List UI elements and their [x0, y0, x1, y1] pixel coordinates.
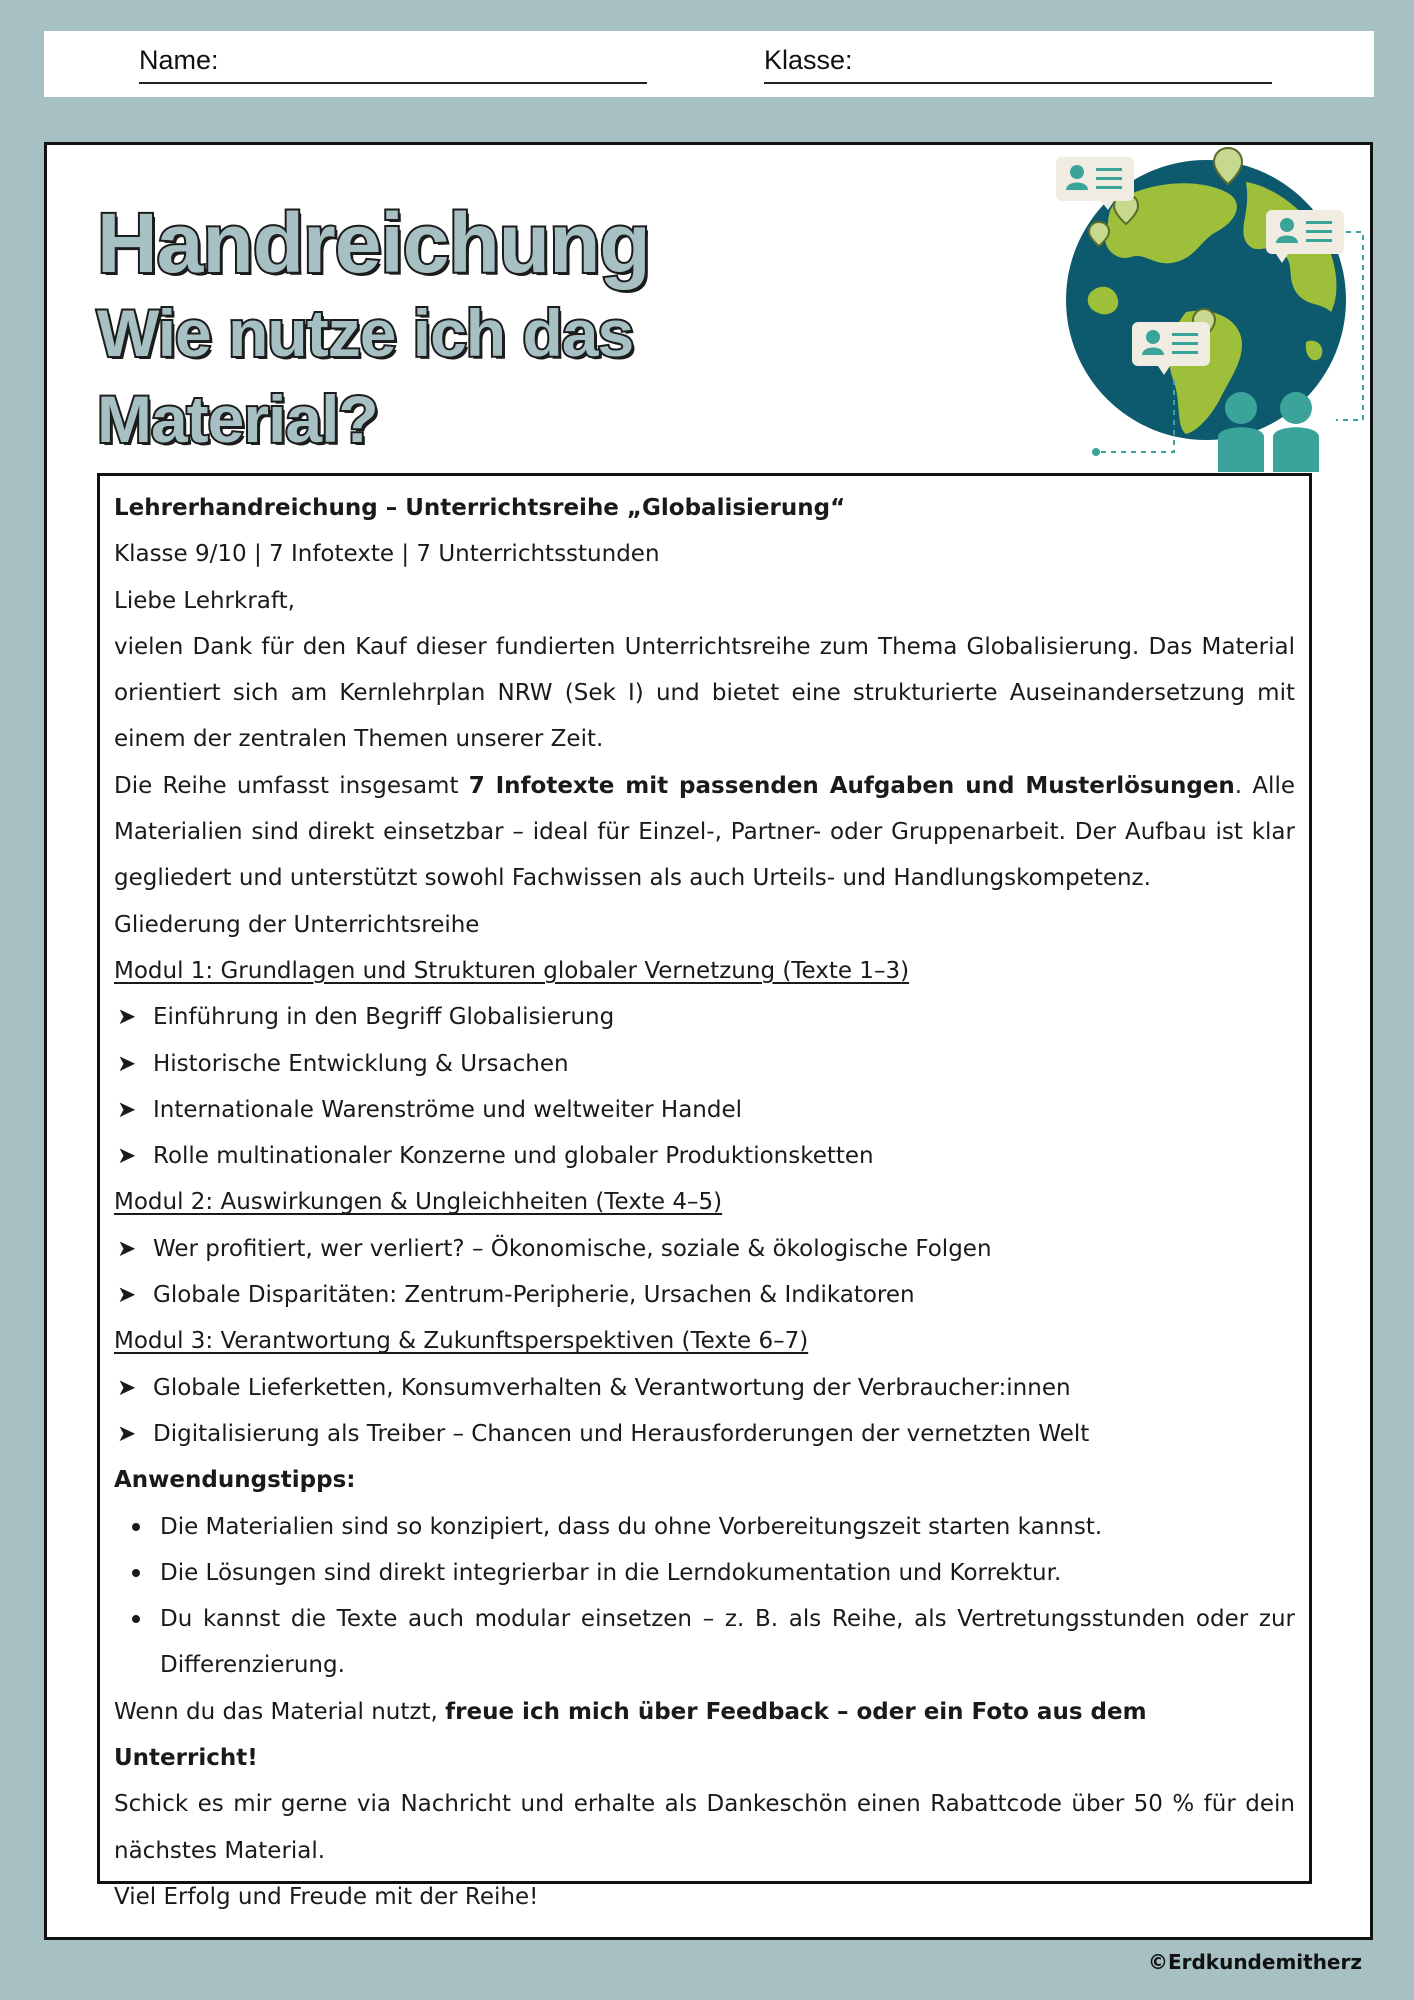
- arrow-icon: ➤: [117, 1096, 137, 1123]
- class-line[interactable]: [764, 82, 1272, 84]
- teacher-guide-content: [97, 473, 1312, 1910]
- worksheet-frame: [44, 142, 1373, 1940]
- arrow-icon: ➤: [117, 1374, 137, 1401]
- page-subtitle-line1: Wie nutze ich das: [97, 296, 634, 370]
- name-label: Name:: [139, 45, 219, 75]
- scope-paragraph: [114, 763, 1295, 902]
- arrow-icon: ➤: [117, 1004, 137, 1031]
- module-title: Modul 1: Grundlagen und Strukturen globaler Vernetzung (Texte 1–3): [114, 957, 910, 984]
- tips-heading: Anwendungstipps:: [114, 1467, 356, 1494]
- module-item-text: Internationale Warenströme und weltweiter Handel: [153, 1096, 743, 1123]
- guide-meta: Klasse 9/10 | 7 Infotexte | 7 Unterrichtsstunden: [114, 541, 660, 568]
- module-item-text: Rolle multinationaler Konzerne und globaler Produktionsketten: [153, 1143, 874, 1170]
- copyright-credit: ©Erdkundemitherz: [1147, 1950, 1362, 1974]
- scope-text-bold: 7 Infotexte mit passenden Aufgaben und Musterlösungen: [468, 772, 1235, 799]
- name-class-bar: [44, 31, 1374, 97]
- arrow-icon: ➤: [117, 1143, 137, 1170]
- arrow-icon: ➤: [117, 1420, 137, 1447]
- name-line[interactable]: [139, 82, 647, 84]
- module-item: [114, 1365, 1295, 1411]
- list-item: Du kannst die Texte auch modular einsetzen – z. B. als Reihe, als Vertretungsstunden oder zur Differenzierung.: [160, 1596, 1295, 1689]
- globe-network-illustration: [1006, 142, 1366, 472]
- feedback-text-pre: Wenn du das Material nutzt,: [114, 1698, 446, 1725]
- module-item: [114, 1133, 1295, 1179]
- guide-heading: Lehrerhandreichung – Unterrichtsreihe „Globalisierung“: [114, 495, 846, 521]
- class-label: Klasse:: [764, 45, 853, 75]
- arrow-icon: ➤: [117, 1282, 137, 1309]
- module-item-text: Historische Entwicklung & Ursachen: [153, 1050, 569, 1077]
- module-item-text: Globale Lieferketten, Konsumverhalten & Verantwortung der Verbraucher:innen: [153, 1374, 1071, 1401]
- page-title: Handreichung: [97, 196, 650, 290]
- arrow-icon: ➤: [117, 1050, 137, 1077]
- module-item: [114, 1087, 1295, 1133]
- page-subtitle-line2: Material?: [97, 382, 378, 456]
- module-item-text: Wer profitiert, wer verliert? – Ökonomische, soziale & ökologische Folgen: [153, 1235, 992, 1262]
- list-item: Die Materialien sind so konzipiert, dass du ohne Vorbereitungszeit starten kannst.: [160, 1504, 1295, 1550]
- module-item: [114, 994, 1295, 1040]
- module-item: [114, 1272, 1295, 1318]
- module-item: [114, 1041, 1295, 1087]
- outline-heading: Gliederung der Unterrichtsreihe: [114, 911, 480, 938]
- module-title: Modul 3: Verantwortung & Zukunftsperspektiven (Texte 6–7): [114, 1328, 809, 1355]
- scope-text-post: . Alle Materialien sind direkt einsetzbar – ideal für Einzel-, Partner- oder Gruppenarbeit. Der Aufbau ist klar gegliedert und unterstützt sowohl Fachwissen als auch Urteils- und Handlungskompetenz.: [114, 772, 1295, 892]
- list-item: Die Lösungen sind direkt integrierbar in die Lerndokumentation und Korrektur.: [160, 1550, 1295, 1596]
- network-dot-icon: [1092, 448, 1100, 456]
- feedback-paragraph: [114, 1689, 1295, 1782]
- module-item-text: Globale Disparitäten: Zentrum-Peripherie, Ursachen & Indikatoren: [153, 1282, 915, 1309]
- closing-line: Viel Erfolg und Freude mit der Reihe!: [114, 1883, 539, 1910]
- intro-paragraph: vielen Dank für den Kauf dieser fundierten Unterrichtsreihe zum Thema Globalisierung. Das Material orientiert sich am Kernlehrplan NRW (Sek I) und bietet eine strukturierte Auseinandersetzung mit einem der zentralen Themen unserer Zeit.: [114, 633, 1295, 753]
- module-item: [114, 1226, 1295, 1272]
- module-item-text: Einführung in den Begriff Globalisierung: [153, 1004, 615, 1031]
- greeting: Liebe Lehrkraft,: [114, 587, 295, 614]
- discount-paragraph: Schick es mir gerne via Nachricht und erhalte als Dankeschön einen Rabattcode über 50 % für dein nächstes Material.: [114, 1791, 1295, 1864]
- arrow-icon: ➤: [117, 1235, 137, 1262]
- module-title: Modul 2: Auswirkungen & Ungleichheiten (Texte 4–5): [114, 1189, 723, 1216]
- module-item: [114, 1411, 1295, 1457]
- module-item-text: Digitalisierung als Treiber – Chancen und Herausforderungen der vernetzten Welt: [153, 1420, 1090, 1447]
- scope-text-pre: Die Reihe umfasst insgesamt: [114, 772, 469, 799]
- tips-list: [114, 1504, 1295, 1689]
- feedback-text-bold: freue ich mich über Feedback – oder ein Foto aus dem Unterricht!: [114, 1698, 1147, 1772]
